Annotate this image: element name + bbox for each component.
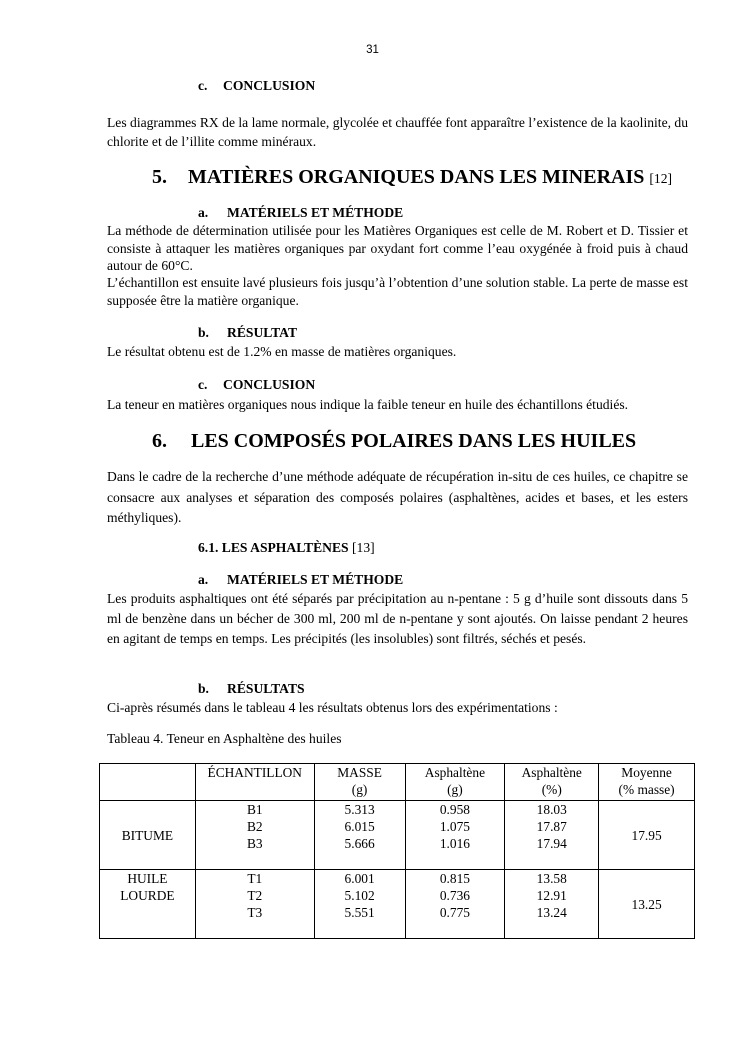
- sample-cells: T1 T2 T3: [195, 870, 314, 939]
- section-4c-letter: c.: [198, 78, 208, 93]
- masse-cells: 6.001 5.102 5.551: [314, 870, 405, 939]
- header-cell: Asphaltène (%): [505, 764, 599, 801]
- group-label: BITUME: [100, 801, 196, 870]
- table-row: [100, 801, 695, 870]
- section-5b-title: RÉSULTAT: [227, 325, 298, 340]
- section-6-number: 6.: [152, 430, 167, 452]
- section-5c-letter: c.: [198, 377, 208, 392]
- moyenne-cell: 13.25: [599, 870, 695, 939]
- section-5c-text: La teneur en matières organiques nous indique la faible teneur en huile des échantillons étudiés.: [107, 397, 629, 412]
- header-cell: ÉCHANTILLON: [195, 764, 314, 801]
- section-5a-title: MATÉRIELS ET MÉTHODE: [227, 205, 404, 220]
- asph-g-cells: 0.815 0.736 0.775: [405, 870, 505, 939]
- section-6b-heading: [198, 681, 305, 697]
- asph-g-cells: 0.958 1.075 1.016: [405, 801, 505, 870]
- section-6a-heading: [198, 572, 403, 588]
- section-6-title: LES COMPOSÉS POLAIRES DANS LES HUILES: [191, 430, 637, 452]
- section-6a-letter: a.: [198, 572, 209, 587]
- section-6b-letter: b.: [198, 681, 209, 696]
- table-row: [100, 870, 695, 939]
- section-5a-text1: La méthode de détermination utilisée pour les Matières Organiques est celle de M. Robert et D. Tissier et consiste à attaquer les matières organiques par oxydant fort comme l’eau oxygénée à froid puis à chaud autour de 60°C.: [107, 223, 688, 273]
- section-61-title: 6.1. LES ASPHALTÈNES: [198, 540, 349, 555]
- section-61-heading: [198, 540, 375, 556]
- section-5b-text: Le résultat obtenu est de 1.2% en masse de matières organiques.: [107, 344, 457, 359]
- section-5-title: MATIÈRES ORGANIQUES DANS LES MINERAIS: [188, 166, 645, 188]
- section-5c-heading: [198, 377, 315, 393]
- header-cell: MASSE (g): [314, 764, 405, 801]
- section-6b-title: RÉSULTATS: [227, 681, 305, 696]
- section-61-ref: [13]: [352, 540, 375, 555]
- section-5a-letter: a.: [198, 205, 209, 220]
- section-6-intro: Dans le cadre de la recherche d’une méthode adéquate de récupération in-situ de ces huiles, ce chapitre se consacre aux analyses et séparation des composés polaires (asphaltènes, acides et bases, et les esters méthyliques).: [107, 469, 688, 525]
- sample-cells: B1 B2 B3: [195, 801, 314, 870]
- header-cell: Asphaltène (g): [405, 764, 505, 801]
- section-4c-heading: [198, 78, 315, 94]
- section-5b-letter: b.: [198, 325, 209, 340]
- table-caption: Tableau 4. Teneur en Asphaltène des huiles: [107, 731, 342, 746]
- masse-cells: 5.313 6.015 5.666: [314, 801, 405, 870]
- moyenne-cell: 17.95: [599, 801, 695, 870]
- section-6a-title: MATÉRIELS ET MÉTHODE: [227, 572, 404, 587]
- header-cell: [100, 764, 196, 801]
- table-header-row: [100, 764, 695, 801]
- asph-pct-cells: 18.03 17.87 17.94: [505, 801, 599, 870]
- asph-pct-cells: 13.58 12.91 13.24: [505, 870, 599, 939]
- section-5-number: 5.: [152, 166, 167, 188]
- section-5b-heading: [198, 325, 297, 341]
- section-4c-text: Les diagrammes RX de la lame normale, glycolée et chauffée font apparaître l’existence de la kaolinite, du chlorite et de l’illite comme minéraux.: [107, 115, 689, 149]
- section-5-ref: [12]: [649, 171, 673, 186]
- section-5a-heading: [198, 205, 403, 221]
- section-6-heading: [152, 430, 636, 453]
- section-5a-text2: L’échantillon est ensuite lavé plusieurs fois jusqu’à l’obtention d’une solution stable. La perte de masse est supposée être la matière organique.: [107, 275, 688, 308]
- section-6a-text: Les produits asphaltiques ont été séparés par précipitation au n-pentane : 5 g d’huile sont dissouts dans 5 ml de benzène dans un bécher de 300 ml, 200 ml de n-pentane y sont ajoutés. On laisse pendant 2 heures en agitant de temps en temps. Les précipités (les insolubles) sont filtrés, séchés et pesés.: [107, 591, 688, 646]
- page-number: 31: [366, 44, 379, 56]
- section-5-heading: [152, 166, 672, 189]
- asphaltene-table: [99, 763, 695, 939]
- section-4c-title: CONCLUSION: [223, 78, 316, 93]
- section-6b-text: Ci-après résumés dans le tableau 4 les résultats obtenus lors des expérimentations :: [107, 700, 558, 715]
- group-label: HUILE LOURDE: [100, 870, 196, 939]
- header-cell: Moyenne (% masse): [599, 764, 695, 801]
- section-5c-title: CONCLUSION: [223, 377, 316, 392]
